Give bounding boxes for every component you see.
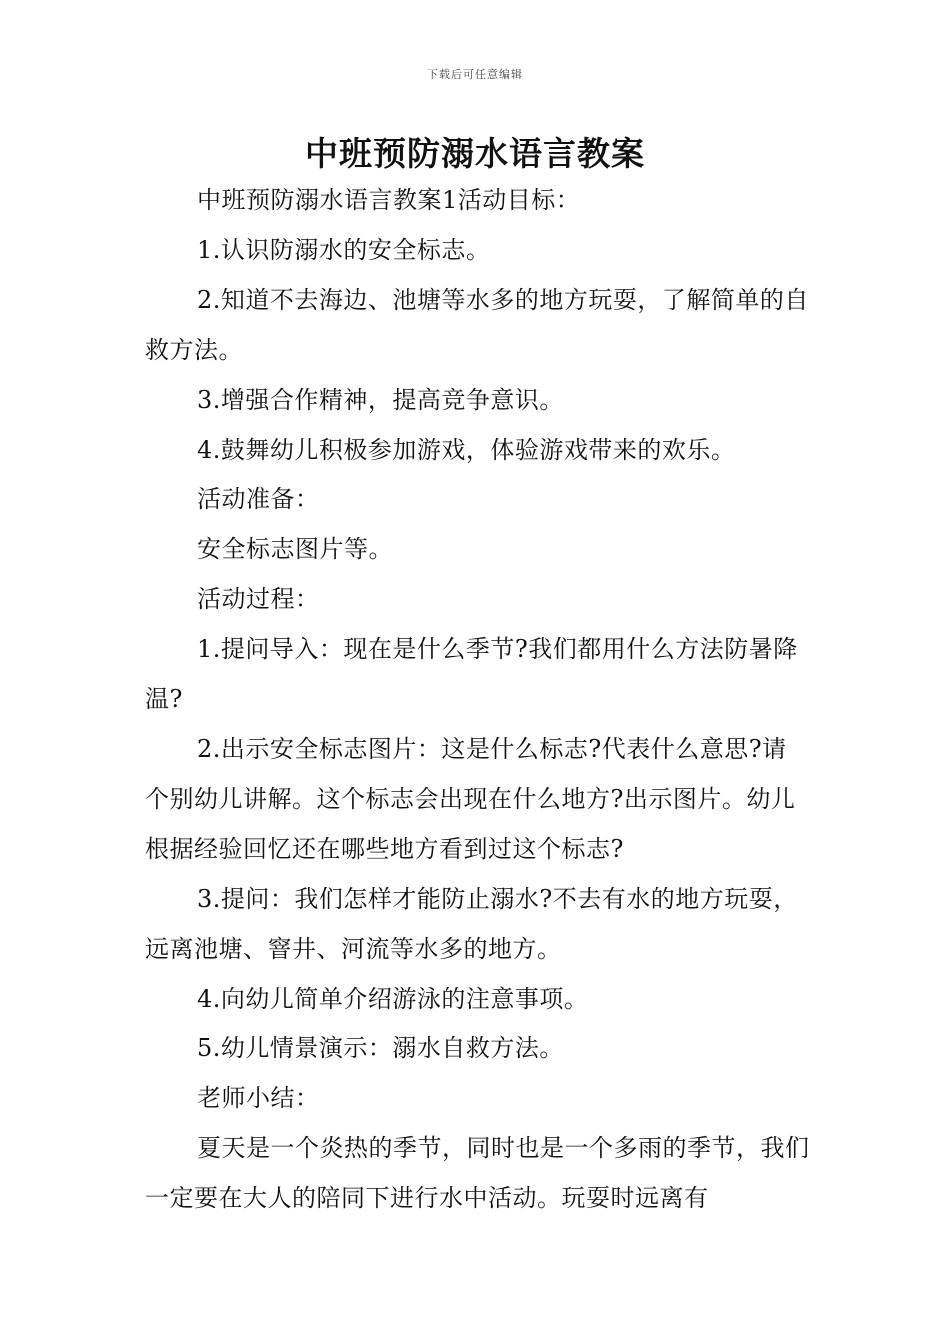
header-note: 下载后可任意编辑 [427,68,523,81]
paragraph-goal-2: 2.知道不去海边、池塘等水多的地方玩耍，了解简单的自救方法。 [145,285,809,364]
paragraph-intro: 中班预防溺水语言教案1活动目标： [197,186,581,214]
paragraph-prep-heading: 活动准备： [197,485,320,514]
document-body [145,176,810,1224]
paragraph-goal-4: 4.鼓舞幼儿积极参加游戏，体验游戏带来的欢乐。 [197,435,736,464]
paragraph-step-2: 2.出示安全标志图片：这是什么标志?代表什么意思?请个别幼儿讲解。这个标志会出现在什么地方?出示图片。幼儿根据经验回忆还在哪些地方看到过这个标志? [145,734,796,863]
paragraph-step-4: 4.向幼儿简单介绍游泳的注意事项。 [197,984,589,1013]
paragraph-summary-heading: 老师小结： [197,1084,320,1113]
paragraph-process-heading: 活动过程： [197,585,320,614]
paragraph-summary: 夏天是一个炎热的季节，同时也是一个多雨的季节，我们一定要在大人的陪同下进行水中活动。玩耍时远离有 [145,1134,810,1213]
paragraph-step-3: 3.提问：我们怎样才能防止溺水?不去有水的地方玩耍，远离池塘、窨井、河流等水多的地方。 [145,884,798,963]
paragraph-step-5: 5.幼儿情景演示：溺水自救方法。 [197,1034,564,1063]
paragraph-prep: 安全标志图片等。 [197,535,393,564]
document-title: 中班预防溺水语言教案 [305,134,645,173]
paragraph-goal-1: 1.认识防溺水的安全标志。 [197,235,491,264]
paragraph-step-1: 1.提问导入：现在是什么季节?我们都用什么方法防暑降温? [145,635,798,714]
paragraph-goal-3: 3.增强合作精神，提高竞争意识。 [197,385,564,414]
